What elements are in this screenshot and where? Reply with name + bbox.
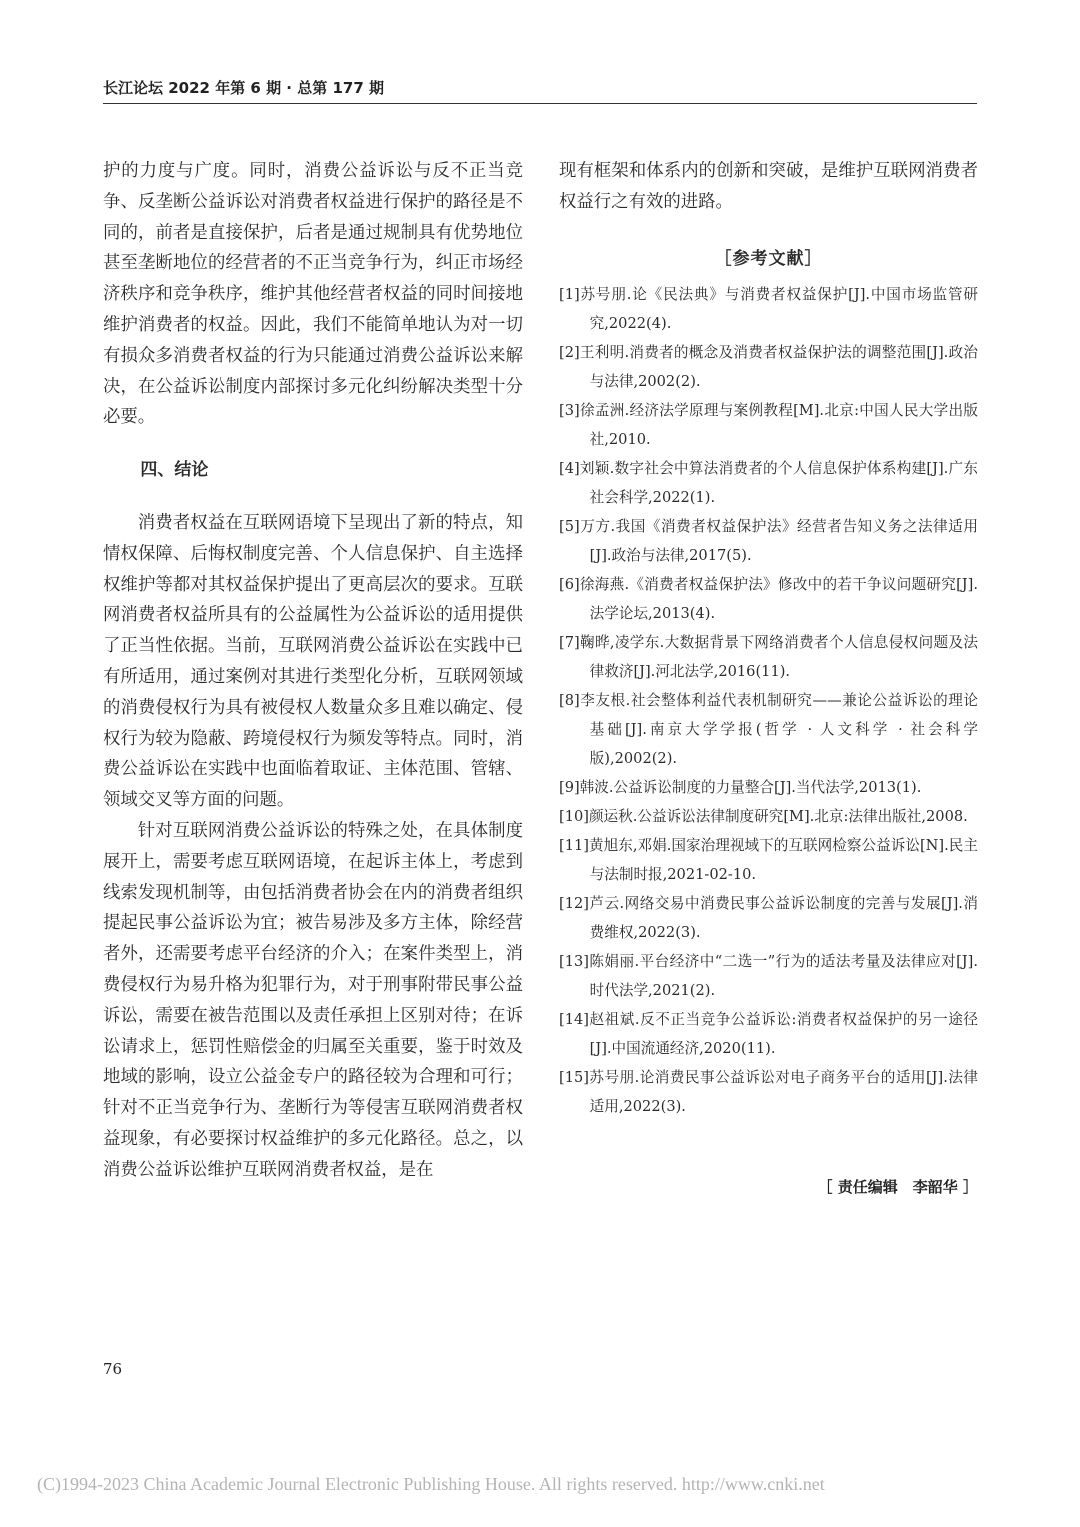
reference-item: [10]颜运秋.公益诉讼法律制度研究[M].北京:法律出版社,2008.	[559, 808, 968, 826]
left-column	[103, 156, 523, 1186]
references-title: ［参考文献］	[714, 248, 823, 269]
right-column	[559, 156, 978, 1121]
reference-item: [4]刘颖.数字社会中算法消费者的个人信息保护体系构建[J].广东社会科学,2022(1).	[559, 460, 978, 507]
reference-list	[559, 280, 978, 1121]
section-heading: 四、结论	[140, 460, 209, 481]
reference-item: [13]陈娟丽.平台经济中“二选一”行为的适法考量及法律应对[J].时代法学,2021(2).	[559, 953, 978, 1000]
reference-item: [15]苏号朋.论消费民事公益诉讼对电子商务平台的适用[J].法律适用,2022(3).	[559, 1069, 978, 1116]
reference-item: [9]韩波.公益诉讼制度的力量整合[J].当代法学,2013(1).	[559, 779, 922, 797]
reference-item: [6]徐海燕.《消费者权益保护法》修改中的若干争议问题研究[J].法学论坛,2013(4).	[559, 576, 978, 623]
page-number: 76	[103, 1360, 123, 1378]
reference-item: [8]李友根.社会整体利益代表机制研究——兼论公益诉讼的理论基础[J].南京大学学报(哲学 · 人文科学 · 社会科学版),2002(2).	[559, 692, 978, 768]
body-paragraph: 护的力度与广度。同时，消费公益诉讼与反不正当竞争、反垄断公益诉讼对消费者权益进行保护的路径是不同的，前者是直接保护，后者是通过规制具有优势地位甚至垄断地位的经营者的不正当竞争行为，纠正市场经济秩序和竞争秩序，维护其他经营者权益的同时间接地维护消费者的权益。因此，我们不能简单地认为对一切有损众多消费者权益的行为只能通过消费公益诉讼来解决，在公益诉讼制度内部探讨多元化纠纷解决类型十分必要。	[103, 161, 523, 428]
body-paragraph: 现有框架和体系内的创新和突破，是维护互联网消费者权益行之有效的进路。	[559, 161, 978, 212]
reference-item: [14]赵祖斌.反不正当竞争公益诉讼:消费者权益保护的另一途径[J].中国流通经济,2020(11).	[559, 1011, 978, 1058]
copyright-watermark: (C)1994-2023 China Academic Journal Electronic Publishing House. All rights reserved. http://www.cnki.net	[37, 1474, 825, 1494]
body-paragraph: 消费者权益在互联网语境下呈现出了新的特点，知情权保障、后悔权制度完善、个人信息保护、自主选择权维护等都对其权益保护提出了更高层次的要求。互联网消费者权益所具有的公益属性为公益诉讼的适用提供了正当性依据。当前，互联网消费公益诉讼在实践中已有所适用，通过案例对其进行类型化分析，互联网领域的消费侵权行为具有被侵权人数量众多且难以确定、侵权行为较为隐蔽、跨境侵权行为频发等特点。同时，消费公益诉讼在实践中也面临着取证、主体范围、管辖、领域交叉等方面的问题。	[103, 512, 523, 811]
body-paragraph: 针对互联网消费公益诉讼的特殊之处，在具体制度展开上，需要考虑互联网语境，在起诉主体上，考虑到线索发现机制等，由包括消费者协会在内的消费者组织提起民事公益诉讼为宜；被告易涉及多方主体，除经营者外，还需要考虑平台经济的介入；在案件类型上，消费侵权行为易升格为犯罪行为，对于刑事附带民事公益诉讼，需要在被告范围以及责任承担上区别对待；在诉讼请求上，惩罚性赔偿金的归属至关重要，鉴于时效及地域的影响，设立公益金专户的路径较为合理和可行；针对不正当竞争行为、垄断行为等侵害互联网消费者权益现象，有必要探讨权益维护的多元化路径。总之，以消费公益诉讼维护互联网消费者权益，是在	[103, 820, 523, 1180]
running-header: 长江论坛 2022 年第 6 期 · 总第 177 期	[103, 77, 977, 104]
reference-item: [2]王利明.消费者的概念及消费者权益保护法的调整范围[J].政治与法律,2002(2).	[559, 344, 978, 391]
reference-item: [7]鞠晔,凌学东.大数据背景下网络消费者个人信息侵权问题及法律救济[J].河北法学,2016(11).	[559, 634, 978, 681]
reference-item: [5]万方.我国《消费者权益保护法》经营者告知义务之法律适用[J].政治与法律,2017(5).	[559, 518, 978, 565]
reference-item: [12]芦云.网络交易中消费民事公益诉讼制度的完善与发展[J].消费维权,2022(3).	[559, 895, 978, 942]
reference-item: [1]苏号朋.论《民法典》与消费者权益保护[J].中国市场监管研究,2022(4).	[559, 286, 978, 333]
responsible-editor: ［ 责任编辑 李韶华 ］	[817, 1178, 978, 1196]
reference-item: [11]黄旭东,邓娟.国家治理视域下的互联网检察公益诉讼[N].民主与法制时报,2021-02-10.	[559, 837, 978, 884]
reference-item: [3]徐孟洲.经济法学原理与案例教程[M].北京:中国人民大学出版社,2010.	[559, 402, 978, 449]
